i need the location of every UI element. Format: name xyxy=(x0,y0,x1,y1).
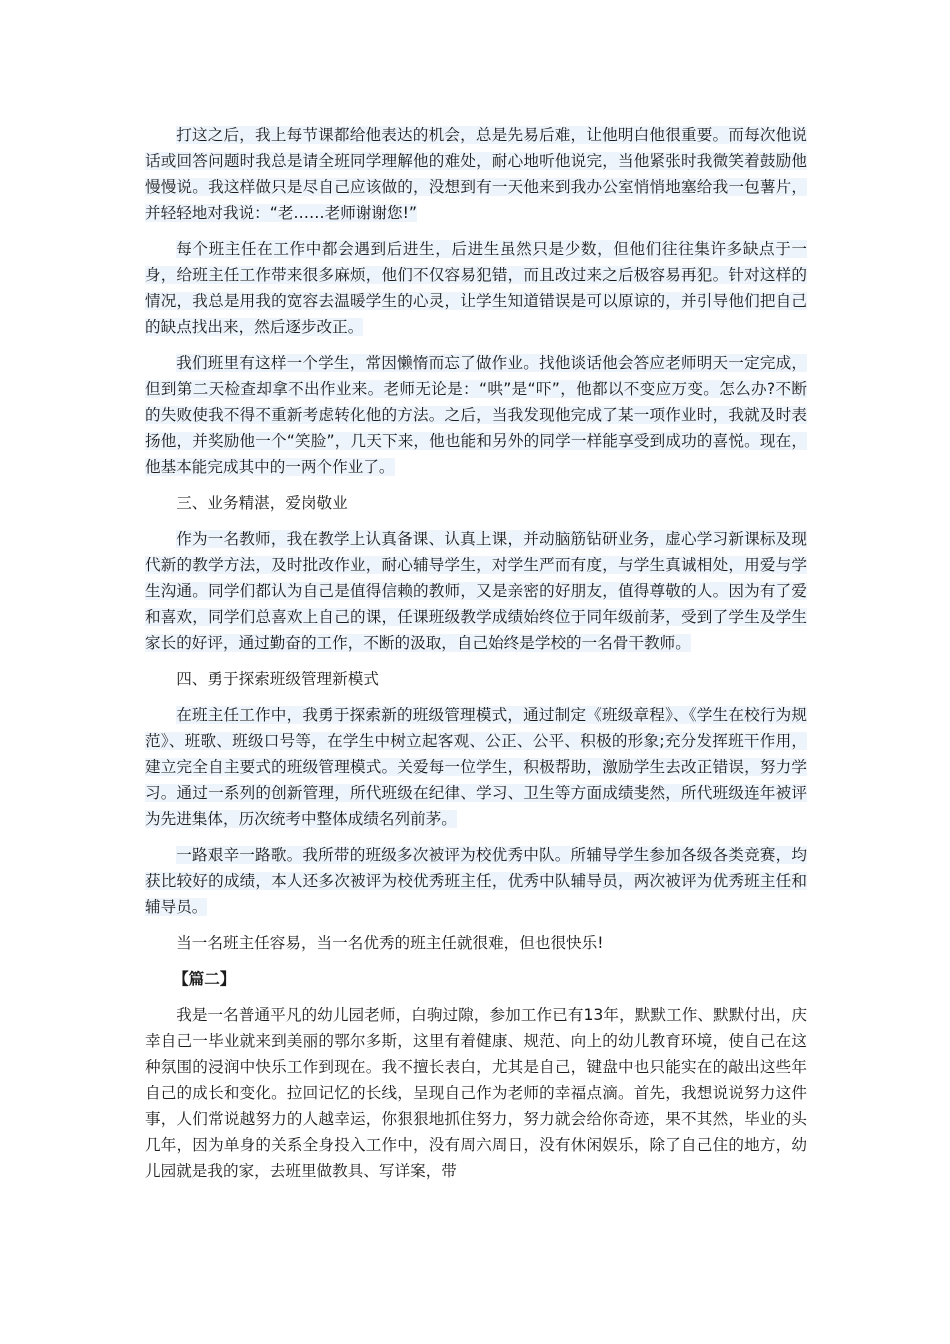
paragraph-2 xyxy=(145,236,807,340)
paragraph-3 xyxy=(145,350,807,480)
paragraph-8-text: 我是一名普通平凡的幼儿园老师，白驹过隙，参加工作已有13年，默默工作、默默付出，庆幸自己一毕业就来到美丽的鄂尔多斯，这里有着健康、规范、向上的幼儿教育环境，使自己在这种氛围的浸润中快乐工作到现在。我不擅长表白，尤其是自己，键盘中也只能实在的敲出这些年自己的成长和变化。拉回记忆的长线，呈现自己作为老师的幸福点滴。首先，我想说说努力这件事，人们常说越努力的人越幸运，你狠狠地抓住努力，努力就会给你奇迹，果不其然，毕业的头几年，因为单身的关系全身投入工作中，没有周六周日，没有休闲娱乐，除了自己住的地方，幼儿园就是我的家，去班里做教具、写详案，带 xyxy=(145,1006,807,1180)
paragraph-4 xyxy=(145,526,807,656)
section-heading-3 xyxy=(145,490,807,516)
section-heading-4-text: 四、勇于探索班级管理新模式 xyxy=(176,670,379,688)
paragraph-1 xyxy=(145,122,807,226)
section-heading-4 xyxy=(145,666,807,692)
paragraph-5 xyxy=(145,702,807,832)
paragraph-3-text: 我们班里有这样一个学生，常因懒惰而忘了做作业。找他谈话他会答应老师明天一定完成，但到第二天检查却拿不出作业来。老师无论是：“哄”是“吓”，他都以不变应万变。怎么办?不断的失败使我不得不重新考虑转化他的方法。之后，当我发现他完成了某一项作业时，我就及时表扬他，并奖励他一个“笑脸”，几天下来，他也能和另外的同学一样能享受到成功的喜悦。现在，他基本能完成其中的一两个作业了。 xyxy=(145,354,807,476)
paragraph-4-text: 作为一名教师，我在教学上认真备课、认真上课，并动脑筋钻研业务，虚心学习新课标及现代新的教学方法，及时批改作业，耐心辅导学生，对学生严而有度，与学生真诚相处，用爱与学生沟通。同学们都认为自己是值得信赖的教师，又是亲密的好朋友，值得尊敬的人。因为有了爱和喜欢，同学们总喜欢上自己的课，任课班级教学成绩始终位于同年级前茅，受到了学生及学生家长的好评，通过勤奋的工作，不断的汲取，自己始终是学校的一名骨干教师。 xyxy=(145,530,807,652)
paragraph-1-text: 打这之后，我上每节课都给他表达的机会，总是先易后难，让他明白他很重要。而每次他说话或回答问题时我总是请全班同学理解他的难处，耐心地听他说完，当他紧张时我微笑着鼓励他慢慢说。我这样做只是尽自己应该做的，没想到有一天他来到我办公室悄悄地塞给我一包薯片，并轻轻地对我说：“老……老师谢谢您!” xyxy=(145,126,807,222)
section-heading-3-text: 三、业务精湛，爱岗敬业 xyxy=(176,494,348,512)
part-two-tag xyxy=(145,966,807,992)
paragraph-2-text: 每个班主任在工作中都会遇到后进生，后进生虽然只是少数，但他们往往集许多缺点于一身，给班主任工作带来很多麻烦，他们不仅容易犯错，而且改过来之后极容易再犯。针对这样的情况，我总是用我的宽容去温暖学生的心灵，让学生知道错误是可以原谅的，并引导他们把自己的缺点找出来，然后逐步改正。 xyxy=(145,240,807,336)
paragraph-6 xyxy=(145,842,807,920)
part-two-tag-text: 【篇二】 xyxy=(173,970,236,988)
paragraph-8 xyxy=(145,1002,807,1184)
paragraph-7-text: 当一名班主任容易，当一名优秀的班主任就很难，但也很快乐! xyxy=(176,934,604,952)
document-page xyxy=(145,122,807,1194)
paragraph-5-text: 在班主任工作中，我勇于探索新的班级管理模式，通过制定《班级章程》、《学生在校行为规范》、班歌、班级口号等，在学生中树立起客观、公正、公平、积极的形象;充分发挥班干作用，建立完全自主要式的班级管理模式。关爱每一位学生，积极帮助，激励学生去改正错误，努力学习。通过一系列的创新管理，所代班级在纪律、学习、卫生等方面成绩斐然，所代班级连年被评为先进集体，历次统考中整体成绩名列前茅。 xyxy=(145,706,807,828)
paragraph-7 xyxy=(145,930,807,956)
paragraph-6-text: 一路艰辛一路歌。我所带的班级多次被评为校优秀中队。所辅导学生参加各级各类竞赛，均获比较好的成绩，本人还多次被评为校优秀班主任，优秀中队辅导员，两次被评为优秀班主任和辅导员。 xyxy=(145,846,807,916)
